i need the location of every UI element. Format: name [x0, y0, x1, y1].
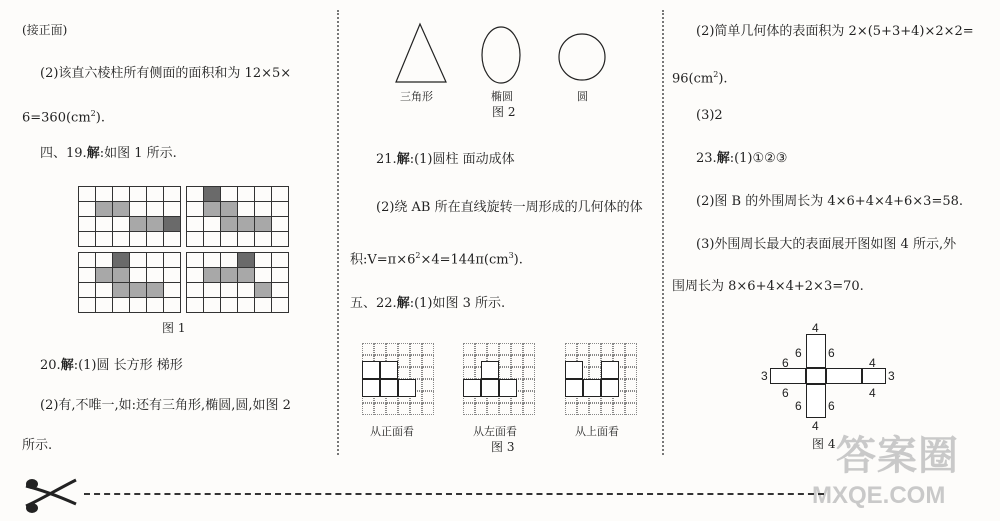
grid-cell [238, 253, 255, 268]
grid-cell [147, 298, 164, 313]
grid-cell [96, 268, 113, 283]
answer-18-2-line2: $6=360(cm^2)$. [22, 109, 105, 126]
net-face [806, 334, 826, 368]
solid-square [583, 379, 601, 397]
circle-label: 圆 [577, 90, 588, 103]
dotted-cell [589, 403, 601, 415]
dotted-cell [499, 367, 511, 379]
grid-cell [187, 187, 204, 202]
grid-cell [164, 232, 181, 247]
figure-1-caption: 图 1 [162, 321, 186, 335]
grid-cell [238, 268, 255, 283]
net-face [826, 368, 862, 384]
dotted-cell [601, 343, 613, 355]
dotted-cell [565, 403, 577, 415]
answer-23-3: (3)外围周长最大的表面展开图如图 4 所示,外 [696, 237, 957, 252]
answer-22-3: (3)2 [696, 108, 723, 123]
circle-shape [559, 34, 605, 80]
grid-cell [187, 217, 204, 232]
dotted-cell [625, 391, 637, 403]
solid-square [362, 379, 380, 397]
figure-2-shapes [390, 20, 620, 90]
answer-21-3: 积$:V=\pi\times 6^2\times 4=144\pi(cm^3)$. [350, 251, 523, 268]
grid-cell [204, 268, 221, 283]
grid-cell [272, 283, 289, 298]
watermark-url: MXQE.COM [812, 482, 946, 509]
dotted-cell [523, 379, 535, 391]
dotted-cell [601, 403, 613, 415]
grid-cell [221, 202, 238, 217]
dotted-cell [511, 403, 523, 415]
triangle-shape [396, 24, 446, 82]
answer-20-2: (2)有,不唯一,如:还有三角形,椭圆,圆,如图 2 [40, 398, 291, 413]
dotted-cell [625, 343, 637, 355]
grid-cell [204, 217, 221, 232]
dotted-cell [422, 343, 434, 355]
solid-square [398, 379, 416, 397]
grid-cell [221, 253, 238, 268]
column-divider-left [337, 10, 339, 455]
dotted-cell [422, 367, 434, 379]
grid-cell [130, 202, 147, 217]
grid-cell [130, 232, 147, 247]
dotted-cell [577, 403, 589, 415]
dotted-cell [362, 343, 374, 355]
figure-3-caption: 图 3 [491, 440, 515, 454]
grid-cell [79, 268, 96, 283]
grid-cell [96, 283, 113, 298]
grid-cell [204, 298, 221, 313]
net-label: 3 [888, 369, 895, 383]
grid-cell [79, 202, 96, 217]
dotted-cell [625, 379, 637, 391]
dotted-cell [487, 343, 499, 355]
grid-cell [130, 253, 147, 268]
front-view-label: 从正面看 [370, 425, 414, 438]
dotted-cell [475, 343, 487, 355]
dotted-cell [398, 355, 410, 367]
grid-cell [204, 187, 221, 202]
grid-cell [164, 187, 181, 202]
grid-cell [79, 232, 96, 247]
dotted-cell [463, 355, 475, 367]
dotted-cell [422, 391, 434, 403]
grid-cell [255, 202, 272, 217]
dotted-cell [463, 367, 475, 379]
figure-4-caption: 图 4 [812, 437, 836, 451]
answer-22-2-line1: (2)简单几何体的表面积为 2×(5+3+4)×2×2= [696, 24, 974, 39]
solid-square [481, 379, 499, 397]
answer-21-heading: 21.解:(1)圆柱 面动成体 [376, 152, 515, 167]
left-view-label: 从左面看 [473, 425, 517, 438]
column-divider-right [662, 10, 664, 455]
grid-cell [113, 202, 130, 217]
dotted-cell [362, 403, 374, 415]
view-grid [362, 343, 434, 415]
grid-cell [96, 187, 113, 202]
grid-cell [238, 298, 255, 313]
answer-18-2-line1: (2)该直六棱柱所有侧面的面积和为 12×5× [40, 66, 292, 81]
dotted-cell [463, 343, 475, 355]
continued-label: (接正面) [22, 23, 68, 37]
dotted-cell [625, 403, 637, 415]
grid-cell [255, 232, 272, 247]
net-label: 6 [828, 399, 835, 413]
grid-cell [113, 187, 130, 202]
answer-21-2: (2)绕 AB 所在直线旋转一周形成的几何体的体 [376, 200, 643, 215]
net-face [806, 368, 826, 384]
solid-square [481, 361, 499, 379]
dotted-cell [475, 403, 487, 415]
grid-cell [164, 217, 181, 232]
net-face [770, 368, 806, 384]
grid-cell [238, 232, 255, 247]
solid-square [565, 361, 583, 379]
grid-cell [255, 253, 272, 268]
grid-cell [113, 298, 130, 313]
grid-cell [113, 232, 130, 247]
grid-cell [147, 268, 164, 283]
grid-cell [238, 217, 255, 232]
ellipse-label: 椭圆 [491, 90, 513, 103]
net-label: 6 [828, 346, 835, 360]
grid-cell [272, 187, 289, 202]
net-face [862, 368, 886, 384]
dotted-cell [374, 343, 386, 355]
grid-cell [255, 187, 272, 202]
dotted-cell [565, 343, 577, 355]
solid-square [362, 361, 380, 379]
grid-cell [221, 187, 238, 202]
dotted-cell [589, 343, 601, 355]
grid-cell [147, 283, 164, 298]
dotted-cell [625, 367, 637, 379]
grid-cell [164, 298, 181, 313]
dotted-cell [577, 343, 589, 355]
figure-2-caption: 图 2 [492, 105, 516, 119]
ellipse-shape [482, 27, 520, 83]
dotted-cell [422, 403, 434, 415]
grid-cell [79, 217, 96, 232]
cut-line [84, 493, 824, 495]
dotted-cell [499, 343, 511, 355]
grid-cell [147, 232, 164, 247]
dotted-cell [523, 343, 535, 355]
grid-cell [164, 268, 181, 283]
dotted-cell [410, 355, 422, 367]
grid-cell [255, 283, 272, 298]
view-grid [463, 343, 535, 415]
grid-cell [130, 298, 147, 313]
dotted-cell [523, 403, 535, 415]
grid-cell [113, 268, 130, 283]
grid-cell [204, 232, 221, 247]
grid-cell [147, 202, 164, 217]
solid-square [499, 379, 517, 397]
grid-cell [272, 268, 289, 283]
grid-cell [238, 283, 255, 298]
figure-1-grid [186, 252, 289, 313]
answer-23-4: 围周长为 8×6+4×4+2×3=70. [672, 279, 864, 294]
grid-cell [221, 232, 238, 247]
solid-square [463, 379, 481, 397]
grid-cell [221, 217, 238, 232]
dotted-cell [511, 367, 523, 379]
grid-cell [164, 283, 181, 298]
grid-cell [272, 232, 289, 247]
grid-cell [113, 283, 130, 298]
dotted-cell [398, 343, 410, 355]
watermark-logo: 答案圈 [836, 434, 959, 478]
grid-cell [272, 217, 289, 232]
grid-cell [238, 187, 255, 202]
dotted-cell [589, 355, 601, 367]
figure-1-grid [186, 186, 289, 247]
net-label: 6 [795, 399, 802, 413]
grid-cell [164, 253, 181, 268]
grid-cell [96, 253, 113, 268]
grid-cell [79, 187, 96, 202]
grid-cell [147, 217, 164, 232]
dotted-cell [613, 403, 625, 415]
dotted-cell [523, 391, 535, 403]
grid-cell [238, 202, 255, 217]
dotted-cell [422, 355, 434, 367]
dotted-cell [398, 403, 410, 415]
dotted-cell [511, 343, 523, 355]
grid-cell [255, 217, 272, 232]
net-label: 6 [782, 356, 789, 370]
dotted-cell [410, 343, 422, 355]
grid-cell [221, 283, 238, 298]
answer-20-heading: 20.解:(1)圆 长方形 梯形 [40, 358, 183, 373]
net-label: 4 [812, 419, 819, 433]
grid-cell [147, 253, 164, 268]
grid-cell [221, 298, 238, 313]
grid-cell [204, 253, 221, 268]
net-label: 6 [795, 346, 802, 360]
grid-cell [187, 268, 204, 283]
dotted-cell [499, 355, 511, 367]
dotted-cell [523, 367, 535, 379]
dotted-cell [410, 367, 422, 379]
dotted-cell [386, 343, 398, 355]
answer-23-heading: 23.解:(1)①②③ [696, 151, 788, 166]
grid-cell [255, 268, 272, 283]
grid-cell [130, 283, 147, 298]
solid-square [601, 361, 619, 379]
grid-cell [113, 217, 130, 232]
scissors-icon [22, 472, 82, 516]
solid-square [601, 379, 619, 397]
grid-cell [204, 202, 221, 217]
grid-cell [204, 283, 221, 298]
net-label: 6 [782, 386, 789, 400]
dotted-cell [410, 403, 422, 415]
grid-cell [187, 232, 204, 247]
answer-22-2-line2: $96(cm^2)$. [672, 70, 728, 87]
dotted-cell [589, 367, 601, 379]
grid-cell [255, 298, 272, 313]
dotted-cell [487, 403, 499, 415]
net-label: 4 [812, 321, 819, 335]
figure-1-grid [78, 186, 181, 247]
grid-cell [272, 202, 289, 217]
dotted-cell [386, 403, 398, 415]
grid-cell [272, 253, 289, 268]
dotted-cell [499, 403, 511, 415]
grid-cell [221, 268, 238, 283]
answer-23-2: (2)图 B 的外围周长为 4×6+4×4+6×3=58. [696, 194, 964, 209]
dotted-cell [422, 379, 434, 391]
grid-cell [96, 232, 113, 247]
net-label: 3 [761, 369, 768, 383]
grid-cell [113, 253, 130, 268]
answer-20-3: 所示. [22, 438, 53, 453]
dotted-cell [398, 367, 410, 379]
solid-square [565, 379, 583, 397]
grid-cell [79, 283, 96, 298]
grid-cell [187, 298, 204, 313]
answer-22-heading: 五、22.解:(1)如图 3 所示. [350, 296, 506, 311]
figure-1-grid [78, 252, 181, 313]
answer-19-heading: 四、19.解:如图 1 所示. [40, 146, 177, 161]
grid-cell [272, 298, 289, 313]
dotted-cell [511, 355, 523, 367]
grid-cell [187, 253, 204, 268]
grid-cell [187, 202, 204, 217]
grid-cell [187, 283, 204, 298]
net-label: 4 [869, 356, 876, 370]
dotted-cell [374, 403, 386, 415]
grid-cell [79, 298, 96, 313]
dotted-cell [625, 355, 637, 367]
net-face [806, 384, 826, 418]
grid-cell [147, 187, 164, 202]
net-label: 4 [869, 386, 876, 400]
grid-cell [130, 217, 147, 232]
grid-cell [164, 202, 181, 217]
grid-cell [130, 268, 147, 283]
dotted-cell [463, 403, 475, 415]
grid-cell [130, 187, 147, 202]
solid-square [380, 379, 398, 397]
view-grid [565, 343, 637, 415]
grid-cell [96, 202, 113, 217]
top-view-label: 从上面看 [575, 425, 619, 438]
grid-cell [79, 253, 96, 268]
grid-cell [96, 298, 113, 313]
triangle-label: 三角形 [400, 90, 433, 103]
solid-square [380, 361, 398, 379]
dotted-cell [523, 355, 535, 367]
dotted-cell [613, 343, 625, 355]
grid-cell [96, 217, 113, 232]
